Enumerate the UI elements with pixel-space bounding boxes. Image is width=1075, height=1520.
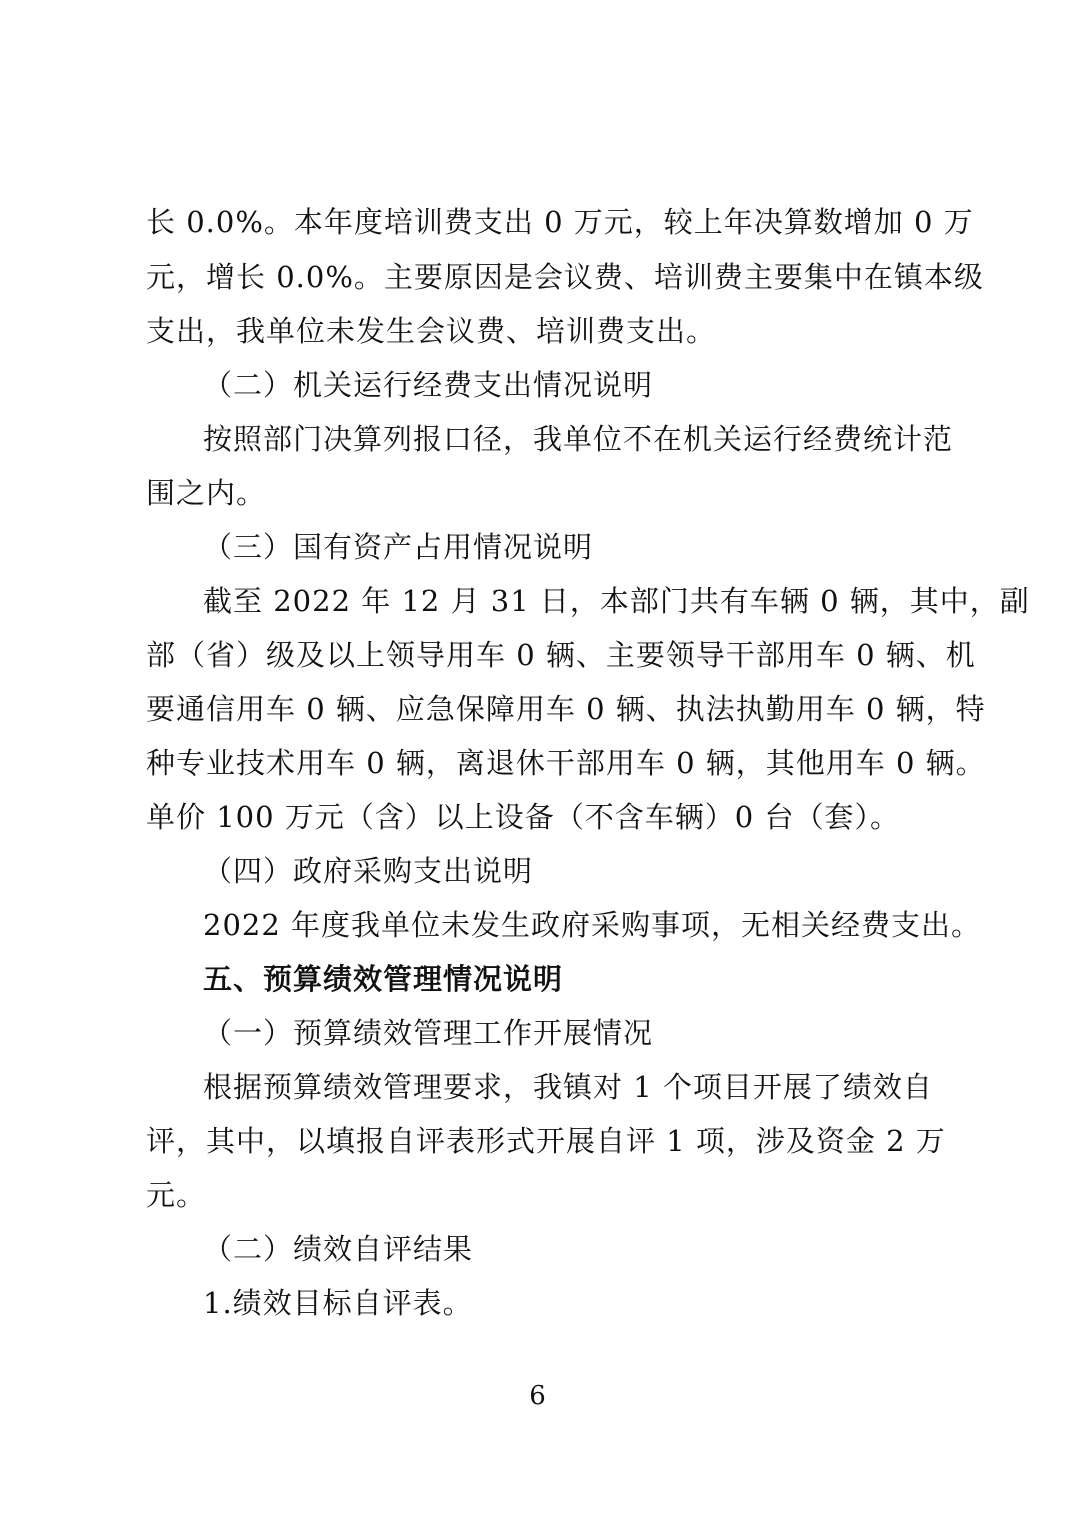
section-heading: （三）国有资产占用情况说明: [203, 530, 594, 564]
body-text-line: 部（省）级及以上领导用车 0 辆、主要领导干部用车 0 辆、机: [146, 638, 976, 672]
body-text-line: 长 0.0%。本年度培训费支出 0 万元，较上年决算数增加 0 万: [146, 205, 974, 239]
body-text-line: 根据预算绩效管理要求，我镇对 1 个项目开展了绩效自: [203, 1070, 933, 1104]
page-number: 6: [529, 1381, 546, 1411]
chapter-heading: 五、预算绩效管理情况说明: [203, 962, 564, 996]
body-text-line: 要通信用车 0 辆、应急保障用车 0 辆、执法执勤用车 0 辆，特: [146, 692, 986, 726]
body-text-line: 围之内。: [146, 476, 267, 510]
body-text-line: 元，增长 0.0%。主要原因是会议费、培训费主要集中在镇本级: [146, 260, 984, 294]
section-heading: （四）政府采购支出说明: [203, 854, 534, 888]
body-text-line: 按照部门决算列报口径，我单位不在机关运行经费统计范: [203, 422, 954, 456]
body-text-line: 截至 2022 年 12 月 31 日，本部门共有车辆 0 辆，其中，副: [203, 584, 1030, 618]
body-text-line: 1.绩效目标自评表。: [203, 1286, 473, 1320]
body-text-line: 支出，我单位未发生会议费、培训费支出。: [146, 314, 717, 348]
body-text-line: 单价 100 万元（含）以上设备（不含车辆）0 台（套）。: [146, 800, 900, 834]
section-heading: （二）绩效自评结果: [203, 1232, 474, 1266]
section-heading: （二）机关运行经费支出情况说明: [203, 368, 654, 402]
body-text-line: 种专业技术用车 0 辆，离退休干部用车 0 辆，其他用车 0 辆。: [146, 746, 986, 780]
body-text-line: 元。: [146, 1178, 207, 1212]
body-text-line: 2022 年度我单位未发生政府采购事项，无相关经费支出。: [203, 908, 982, 942]
section-heading: （一）预算绩效管理工作开展情况: [203, 1016, 654, 1050]
body-text-line: 评，其中，以填报自评表形式开展自评 1 项，涉及资金 2 万: [146, 1124, 946, 1158]
